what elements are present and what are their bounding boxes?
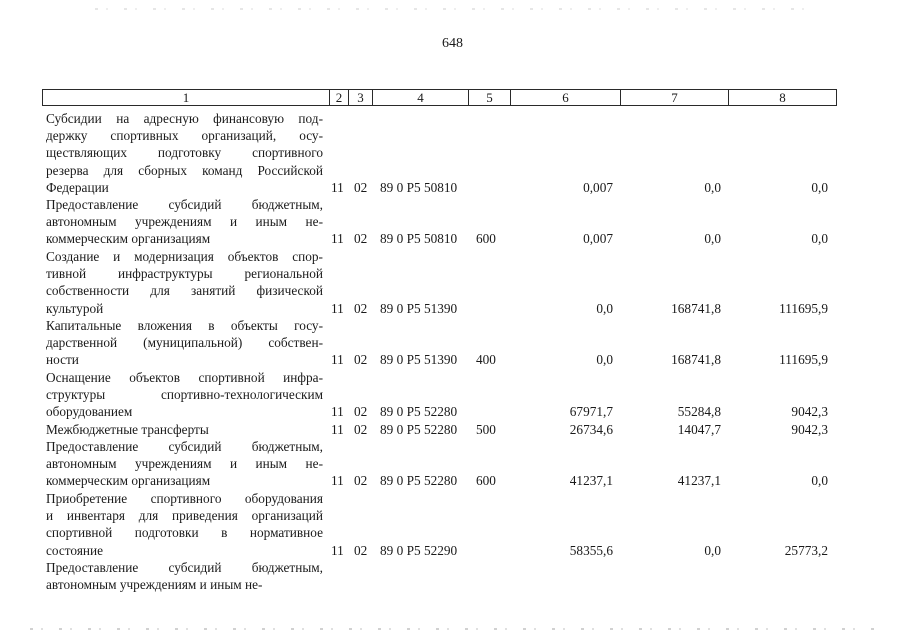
cell-vr: 600 [476, 473, 496, 489]
cell-podrazdel: 02 [354, 473, 368, 489]
description-line: структуры спортивно-технологическим [46, 387, 323, 403]
cell-csr: 89 0 P5 52280 [380, 404, 458, 420]
cell-col-8: 9042,3 [791, 404, 828, 420]
description-line: оборудованием [46, 404, 133, 420]
cell-vr: 500 [476, 422, 496, 437]
row-description [46, 317, 323, 369]
description-line: Оснащение объектов спортивной инфра- [46, 370, 323, 385]
row-description [46, 490, 323, 559]
description-line: Предоставление субсидий бюджетным, [46, 560, 323, 575]
description-line: Федерации [46, 179, 109, 195]
cell-podrazdel: 02 [354, 422, 368, 437]
cell-csr: 89 0 P5 51390 [380, 352, 458, 368]
row-description [46, 196, 323, 248]
header-col-2: 2 [330, 90, 349, 105]
description-line: Межбюджетные трансферты [46, 422, 209, 437]
cell-col-8: 9042,3 [791, 422, 828, 437]
page-number: 648 [442, 36, 463, 51]
cell-col-8: 25773,2 [784, 542, 828, 558]
row-description [46, 421, 323, 438]
header-col-7: 7 [621, 90, 729, 105]
description-line: и инвентаря для приведения организаций [46, 508, 323, 524]
table-header [42, 89, 837, 106]
description-line: дарственной (муниципальной) собствен- [46, 335, 323, 351]
cell-vr: 400 [476, 352, 496, 368]
cell-col-8: 0,0 [811, 231, 828, 247]
description-line: ности [46, 352, 79, 368]
cell-csr: 89 0 P5 51390 [380, 300, 458, 316]
cell-col-6: 0,007 [583, 231, 613, 247]
description-line: собственности для занятий физической [46, 283, 323, 299]
cell-csr: 89 0 P5 52280 [380, 473, 458, 489]
row-description [46, 559, 323, 593]
description-line: Приобретение спортивного оборудования [46, 491, 323, 506]
cell-col-7: 0,0 [704, 542, 721, 558]
cell-razdel: 11 [331, 404, 344, 420]
cell-col-6: 26734,6 [569, 422, 613, 437]
cell-col-8: 0,0 [811, 473, 828, 489]
header-col-5: 5 [469, 90, 511, 105]
cell-col-7: 55284,8 [677, 404, 721, 420]
cell-col-6: 0,0 [596, 352, 613, 368]
cell-podrazdel: 02 [354, 404, 368, 420]
cell-podrazdel: 02 [354, 231, 368, 247]
scan-noise-bottom [30, 628, 880, 630]
cell-razdel: 11 [331, 542, 344, 558]
scan-noise-top [95, 8, 815, 10]
cell-col-6: 41237,1 [569, 473, 613, 489]
cell-col-8: 111695,9 [779, 300, 828, 316]
row-description [46, 110, 323, 196]
header-col-1: 1 [43, 90, 330, 105]
header-col-3: 3 [349, 90, 373, 105]
cell-vr: 600 [476, 231, 496, 247]
description-line: Капитальные вложения в объекты госу- [46, 318, 323, 333]
description-line: автономным учреждениям и иным не- [46, 577, 263, 593]
cell-col-8: 0,0 [811, 179, 828, 195]
cell-razdel: 11 [331, 231, 344, 247]
description-line: автономным учреждениям и иным не- [46, 456, 323, 472]
cell-col-8: 111695,9 [779, 352, 828, 368]
cell-csr: 89 0 P5 52280 [380, 422, 458, 437]
description-line: резерва для сборных команд Российской [46, 162, 323, 178]
cell-razdel: 11 [331, 352, 344, 368]
cell-col-7: 168741,8 [671, 300, 721, 316]
description-line: коммерческим организациям [46, 473, 211, 489]
cell-col-6: 0,0 [596, 300, 613, 316]
header-col-4: 4 [373, 90, 469, 105]
description-line: Создание и модернизация объектов спор- [46, 249, 323, 264]
description-line: коммерческим организациям [46, 231, 211, 247]
cell-csr: 89 0 P5 50810 [380, 179, 458, 195]
cell-podrazdel: 02 [354, 542, 368, 558]
description-line: тивной инфраструктуры региональной [46, 266, 323, 282]
description-line: Субсидии на адресную финансовую под- [46, 111, 323, 126]
description-line: Предоставление субсидий бюджетным, [46, 197, 323, 212]
row-description [46, 248, 323, 317]
cell-col-7: 0,0 [704, 179, 721, 195]
cell-csr: 89 0 P5 52290 [380, 542, 458, 558]
cell-razdel: 11 [331, 422, 344, 437]
cell-col-6: 67971,7 [569, 404, 613, 420]
cell-col-6: 0,007 [583, 179, 613, 195]
row-description [46, 438, 323, 490]
description-line: автономным учреждениям и иным не- [46, 214, 323, 230]
description-line: Предоставление субсидий бюджетным, [46, 439, 323, 454]
cell-podrazdel: 02 [354, 300, 368, 316]
description-line: держку спортивных организаций, осу- [46, 128, 323, 144]
cell-razdel: 11 [331, 473, 344, 489]
cell-col-6: 58355,6 [569, 542, 613, 558]
cell-podrazdel: 02 [354, 352, 368, 368]
cell-csr: 89 0 P5 50810 [380, 231, 458, 247]
row-description [46, 369, 323, 421]
description-line: состояние [46, 542, 104, 558]
cell-razdel: 11 [331, 179, 344, 195]
description-line: культурой [46, 300, 104, 316]
cell-col-7: 0,0 [704, 231, 721, 247]
description-line: ществляющих подготовку спортивного [46, 145, 323, 161]
cell-col-7: 14047,7 [677, 422, 721, 437]
description-line: спортивной подготовки в нормативное [46, 525, 323, 541]
header-col-8: 8 [779, 90, 786, 105]
header-col-6: 6 [511, 90, 621, 105]
cell-podrazdel: 02 [354, 179, 368, 195]
cell-col-7: 168741,8 [671, 352, 721, 368]
cell-razdel: 11 [331, 300, 344, 316]
cell-col-7: 41237,1 [677, 473, 721, 489]
